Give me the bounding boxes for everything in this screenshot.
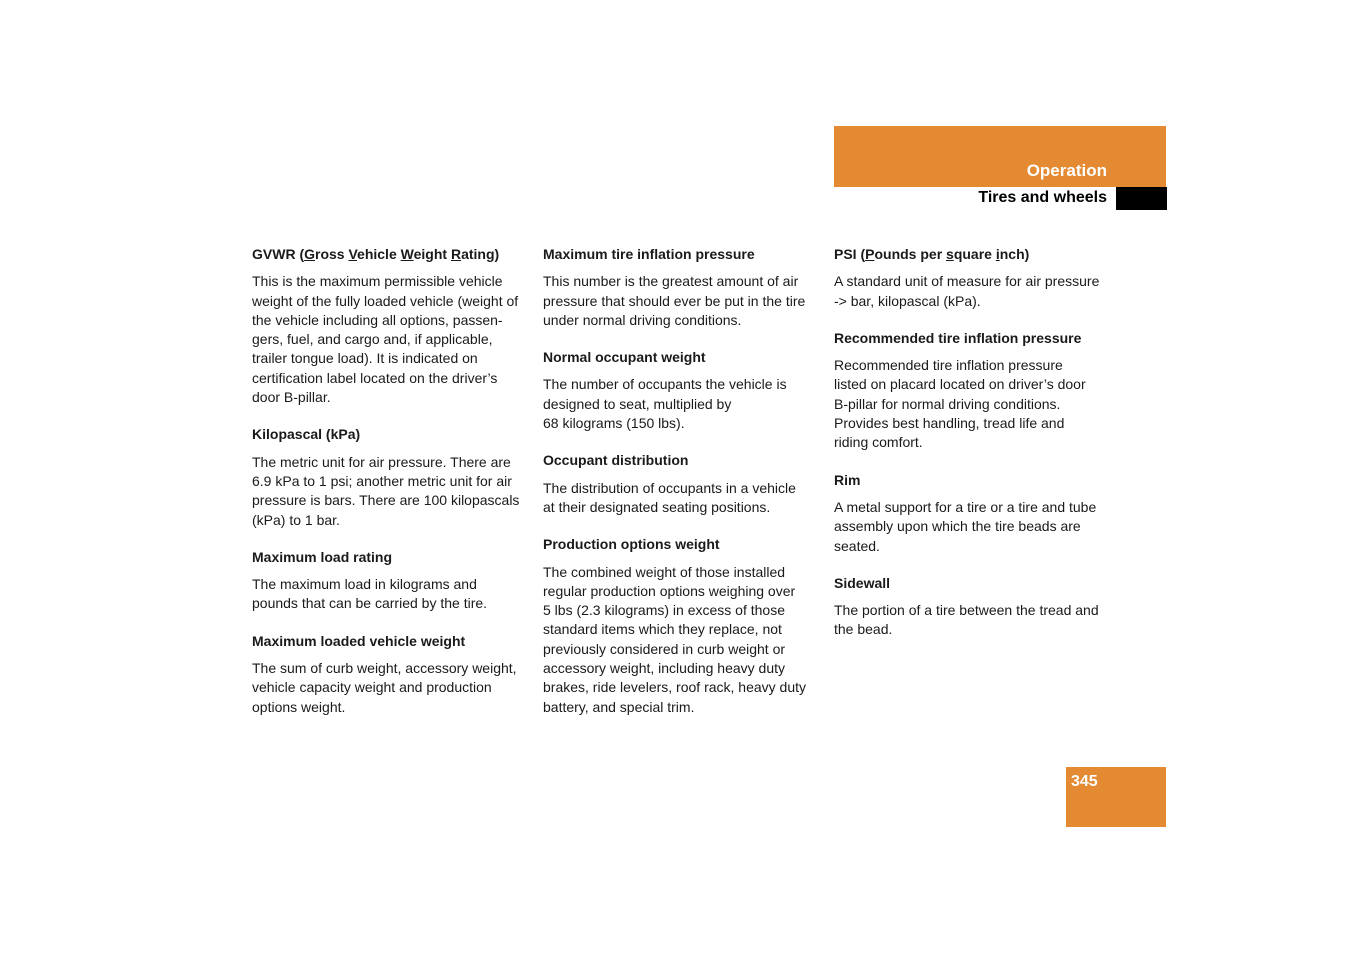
entry-term: Maximum load rating	[252, 548, 393, 565]
entry-term: Production options weight	[543, 536, 720, 553]
entry-term: PSI (Pounds per square inch)	[834, 246, 1030, 262]
page-number: 345	[1071, 773, 1098, 790]
column-1	[252, 245, 534, 735]
entry-description: The portion of a tire between the tread and the bead.	[834, 602, 1099, 638]
entry-description: The maximum load in kilograms and pounds that can be carried by the tire.	[252, 576, 488, 612]
glossary-entry-kilopascal	[252, 425, 534, 529]
entry-term: Kilopascal (kPa)	[252, 426, 361, 443]
glossary-entry-gvwr	[252, 245, 534, 407]
entry-term: Maximum loaded vehicle weight	[252, 632, 466, 649]
entry-description: The distribution of occupants in a vehicle at their designated seating positions.	[543, 479, 796, 515]
glossary-entry-recommended-tire-inflation-pressure	[834, 329, 1116, 453]
entry-description: The number of occupants the vehicle is designed to seat, multiplied by 68 kilograms (150 lbs).	[543, 376, 787, 432]
glossary-entry-maximum-loaded-vehicle-weight	[252, 632, 534, 717]
glossary-entry-psi	[834, 245, 1116, 311]
entry-term: Normal occupant weight	[543, 349, 706, 366]
entry-description: Recommended tire inflation pressure listed on placard located on driver’s door B-pillar for normal driving conditions. Provides best handling, tread life and riding comfort.	[834, 357, 1086, 451]
column-3	[834, 245, 1116, 658]
glossary-entry-maximum-load-rating	[252, 548, 534, 614]
entry-term: Rim	[834, 471, 861, 488]
glossary-entry-normal-occupant-weight	[543, 348, 825, 433]
subsection-marker	[1116, 187, 1167, 210]
entry-term: Maximum tire inflation pressure	[543, 246, 755, 262]
entry-description: The metric unit for air pressure. There are 6.9 kPa to 1 psi; another metric unit for air pressure is bars. There are 100 kilopascals (kPa) to 1 bar.	[252, 453, 520, 528]
glossary-entry-occupant-distribution	[543, 451, 825, 517]
entry-description: A standard unit of measure for air pressure -> bar, kilopascal (kPa).	[834, 273, 1100, 309]
glossary-entry-sidewall	[834, 574, 1116, 640]
entry-term: GVWR (Gross Vehicle Weight Rating)	[252, 246, 500, 262]
entry-term: Sidewall	[834, 574, 891, 591]
page-number-box	[1066, 767, 1166, 827]
section-header-block	[834, 126, 1166, 187]
entry-description: This is the maximum permissible vehicle weight of the fully loaded vehicle (weight of the vehicle including all options, passen- gers, fuel, and cargo and, if applicable, trailer tongue load). It is indicated on certification label located on the driver’s door B-pillar.	[252, 273, 519, 406]
entry-description: The combined weight of those installed regular production options weighing over 5 lbs (2.3 kilograms) in excess of those standard items which they replace, not previously considered in curb weight or accessory weight, including heavy duty brakes, ride levelers, roof rack, heavy duty battery, and special trim.	[543, 563, 807, 715]
section-title: Operation	[1026, 161, 1107, 180]
entry-description: The sum of curb weight, accessory weight, vehicle capacity weight and production options weight.	[252, 660, 517, 715]
entry-description: A metal support for a tire or a tire and tube assembly upon which the tire beads are seated.	[834, 498, 1097, 554]
column-2	[543, 245, 825, 735]
subsection-title: Tires and wheels	[978, 189, 1107, 206]
entry-description: This number is the greatest amount of air pressure that should ever be put in the tire under normal driving conditions.	[543, 273, 806, 328]
entry-term: Recommended tire inflation pressure	[834, 329, 1082, 346]
entry-term: Occupant distribution	[543, 452, 689, 469]
glossary-entry-production-options-weight	[543, 535, 825, 717]
glossary-entry-maximum-tire-inflation-pressure	[543, 245, 825, 330]
glossary-entry-rim	[834, 471, 1116, 556]
